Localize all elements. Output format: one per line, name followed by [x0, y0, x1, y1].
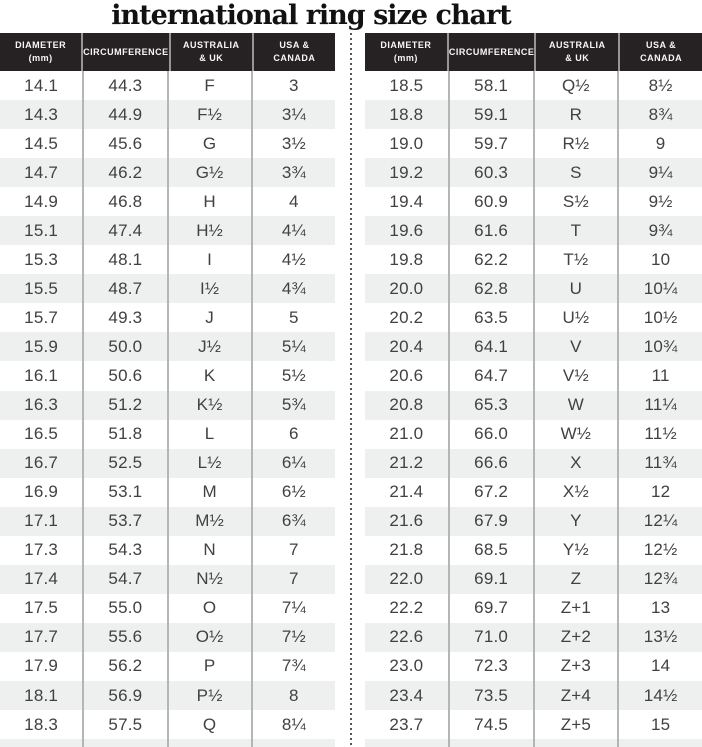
table-cell: 50.6 [82, 361, 166, 390]
table-cell: O½ [167, 623, 251, 652]
table-cell: Y½ [533, 536, 618, 565]
table-cell: Z+3 [533, 652, 618, 681]
table-cell: J [167, 303, 251, 332]
table-cell: 17.9 [24, 656, 59, 676]
table-cell: 4½ [251, 245, 335, 274]
table-cell: 59.7 [448, 129, 533, 158]
table-cell: 71.0 [448, 623, 533, 652]
table-row [0, 216, 335, 245]
table-cell: F½ [167, 100, 251, 129]
table-row [365, 710, 702, 739]
table-cell: 17.4 [24, 569, 59, 589]
table-cell [251, 739, 335, 747]
column-header-line: AUSTRALIA [183, 40, 240, 51]
table-cell: 3 [251, 71, 335, 100]
table-row [0, 536, 335, 565]
table-cell: 56.9 [82, 681, 166, 710]
table-cell: T½ [533, 245, 618, 274]
table-cell: 53.7 [82, 507, 166, 536]
table-cell: 23.0 [389, 656, 424, 676]
table-cell: 66.0 [448, 420, 533, 449]
table-row [0, 71, 335, 100]
table-row [365, 681, 702, 710]
table-cell: 15.7 [24, 307, 59, 327]
table-cell: 65.3 [448, 391, 533, 420]
column-header-line: USA & [279, 40, 310, 51]
table-row [365, 303, 702, 332]
ring-size-table-right [365, 33, 702, 747]
table-cell: 18.3 [24, 714, 59, 734]
table-cell [617, 739, 702, 747]
table-cell: 8¼ [251, 710, 335, 739]
table-cell: X½ [533, 478, 618, 507]
table-row [0, 187, 335, 216]
table-cell: 7 [251, 565, 335, 594]
table-cell: R½ [533, 129, 618, 158]
column-header [169, 33, 252, 71]
table-cell: N [167, 536, 251, 565]
table-cell: 22.0 [389, 569, 424, 589]
table-cell: 14½ [617, 681, 702, 710]
table-row [365, 507, 702, 536]
table-cell: Z+5 [533, 710, 618, 739]
table-cell: 64.7 [448, 361, 533, 390]
table-cell: X [533, 449, 618, 478]
table-row [0, 100, 335, 129]
table-cell: 21.2 [389, 453, 424, 473]
table-cell: 21.6 [389, 511, 424, 531]
table-row [365, 71, 702, 100]
table-body [365, 71, 702, 747]
table-cell: 5¼ [251, 332, 335, 361]
table-cell: 11¼ [617, 391, 702, 420]
table-cell: M½ [167, 507, 251, 536]
table-row [365, 623, 702, 652]
table-row [365, 449, 702, 478]
table-cell: 9¼ [617, 158, 702, 187]
partial-row [0, 739, 335, 747]
table-cell: 9¾ [617, 216, 702, 245]
table-cell: 6 [251, 420, 335, 449]
table-cell: K [167, 361, 251, 390]
table-row [365, 652, 702, 681]
column-header-line: & UK [199, 53, 224, 63]
table-row [0, 245, 335, 274]
table-cell: M [167, 478, 251, 507]
table-cell: 6¾ [251, 507, 335, 536]
table-cell: 21.8 [389, 540, 424, 560]
table-row [365, 245, 702, 274]
table-cell: 21.0 [389, 424, 424, 444]
table-cell: 19.4 [389, 191, 424, 211]
column-header-line: DIAMETER [380, 40, 432, 51]
table-cell: N½ [167, 565, 251, 594]
table-cell: V [533, 332, 618, 361]
table-cell: 14 [617, 652, 702, 681]
table-cell: 14.9 [24, 191, 59, 211]
table-cell: 12 [617, 478, 702, 507]
table-row [0, 129, 335, 158]
table-cell: Y [533, 507, 618, 536]
table-row [365, 420, 702, 449]
table-cell: 3¾ [251, 158, 335, 187]
table-row [0, 507, 335, 536]
table-row [365, 332, 702, 361]
table-row [365, 478, 702, 507]
table-cell: 19.0 [389, 133, 424, 153]
table-cell: 62.8 [448, 274, 533, 303]
column-header-line: CIRCUMFERENCE [83, 46, 169, 57]
table-cell [82, 739, 166, 747]
table-cell: 9 [617, 129, 702, 158]
table-row [365, 594, 702, 623]
column-header [618, 33, 702, 71]
column-header [447, 33, 535, 71]
table-cell: 20.0 [389, 278, 424, 298]
table-cell: 16.7 [24, 453, 59, 473]
table-cell: 10 [617, 245, 702, 274]
table-cell: 12½ [617, 536, 702, 565]
table-cell: 20.6 [389, 365, 424, 385]
table-cell: 5 [251, 303, 335, 332]
table-header-row [365, 33, 702, 71]
table-row [365, 274, 702, 303]
table-cell: 11 [617, 361, 702, 390]
table-cell: 67.2 [448, 478, 533, 507]
table-cell: 6½ [251, 478, 335, 507]
table-row [0, 594, 335, 623]
column-header-line: CANADA [640, 53, 683, 63]
table-cell: 72.3 [448, 652, 533, 681]
table-row [365, 129, 702, 158]
table-header-row [0, 33, 335, 71]
table-cell: 23.4 [389, 685, 424, 705]
table-cell: 54.3 [82, 536, 166, 565]
table-cell: 46.2 [82, 158, 166, 187]
table-row [0, 391, 335, 420]
table-row [365, 361, 702, 390]
table-cell: 23.7 [389, 714, 424, 734]
table-cell: 54.7 [82, 565, 166, 594]
table-cell: 63.5 [448, 303, 533, 332]
table-cell: 73.5 [448, 681, 533, 710]
table-row [0, 274, 335, 303]
table-cell: 51.8 [82, 420, 166, 449]
table-row [365, 391, 702, 420]
table-cell: 4 [251, 187, 335, 216]
table-cell: 7½ [251, 623, 335, 652]
table-row [0, 332, 335, 361]
table-cell: 60.3 [448, 158, 533, 187]
column-header-line: CANADA [273, 53, 316, 63]
table-cell: 14.3 [24, 104, 59, 124]
table-cell: 16.9 [24, 482, 59, 502]
column-header-line: (mm) [393, 53, 418, 63]
column-header [252, 33, 335, 71]
table-cell: 15.3 [24, 249, 59, 269]
table-row [365, 187, 702, 216]
table-cell [0, 739, 82, 747]
table-cell: 17.7 [24, 627, 59, 647]
table-cell: 44.9 [82, 100, 166, 129]
table-cell: P½ [167, 681, 251, 710]
table-cell: 16.3 [24, 395, 59, 415]
table-cell: 68.5 [448, 536, 533, 565]
table-cell: 15.9 [24, 336, 59, 356]
table-row [365, 216, 702, 245]
table-row [365, 100, 702, 129]
table-row [0, 420, 335, 449]
page-title: international ring size chart [111, 0, 511, 31]
table-cell: 4¾ [251, 274, 335, 303]
table-row [0, 623, 335, 652]
table-cell: W [533, 391, 618, 420]
dotted-divider [350, 33, 352, 747]
table-cell: 15 [617, 710, 702, 739]
table-cell: 8¾ [617, 100, 702, 129]
table-cell: 15.5 [24, 278, 59, 298]
column-header-line: DIAMETER [15, 40, 67, 51]
table-cell: 11½ [617, 420, 702, 449]
table-cell: 55.6 [82, 623, 166, 652]
table-cell: 3¼ [251, 100, 335, 129]
table-cell: O [167, 594, 251, 623]
table-cell: 10½ [617, 303, 702, 332]
column-header [0, 33, 81, 71]
table-cell [167, 739, 251, 747]
table-cell: Z+2 [533, 623, 618, 652]
table-cell: R [533, 100, 618, 129]
table-cell: 12¾ [617, 565, 702, 594]
table-row [0, 565, 335, 594]
table-cell: 19.8 [389, 249, 424, 269]
table-cell: 61.6 [448, 216, 533, 245]
table-cell: I½ [167, 274, 251, 303]
table-cell: 56.2 [82, 652, 166, 681]
table-cell: 66.6 [448, 449, 533, 478]
column-header-line: AUSTRALIA [549, 40, 606, 51]
table-cell: 17.3 [24, 540, 59, 560]
table-cell: 67.9 [448, 507, 533, 536]
table-cell: 51.2 [82, 391, 166, 420]
table-cell: 10¾ [617, 332, 702, 361]
table-cell: 59.1 [448, 100, 533, 129]
table-cell: 49.3 [82, 303, 166, 332]
table-cell: 8½ [617, 71, 702, 100]
table-cell: 20.2 [389, 307, 424, 327]
table-cell: 9½ [617, 187, 702, 216]
table-row [0, 478, 335, 507]
table-cell: 3½ [251, 129, 335, 158]
column-header-line: & UK [565, 53, 590, 63]
table-cell: 22.6 [389, 627, 424, 647]
table-cell: Z+4 [533, 681, 618, 710]
table-row [0, 710, 335, 739]
table-cell: 50.0 [82, 332, 166, 361]
table-cell: L [167, 420, 251, 449]
table-cell: Z [533, 565, 618, 594]
table-cell: 7 [251, 536, 335, 565]
table-cell: 10¼ [617, 274, 702, 303]
table-cell: Q [167, 710, 251, 739]
table-cell: 53.1 [82, 478, 166, 507]
table-row [0, 449, 335, 478]
column-header-line: CIRCUMFERENCE [448, 46, 535, 57]
table-cell: 8 [251, 681, 335, 710]
table-cell: 6¼ [251, 449, 335, 478]
table-cell: 45.6 [82, 129, 166, 158]
table-cell: U [533, 274, 618, 303]
table-cell: 5½ [251, 361, 335, 390]
table-cell: 7¾ [251, 652, 335, 681]
table-cell [533, 739, 618, 747]
ring-size-table-left [0, 33, 335, 747]
table-row [365, 536, 702, 565]
table-cell: 60.9 [448, 187, 533, 216]
table-cell: 15.1 [24, 220, 59, 240]
table-cell: 7¼ [251, 594, 335, 623]
table-cell: T [533, 216, 618, 245]
column-header-line: (mm) [28, 53, 53, 63]
table-cell: 5¾ [251, 391, 335, 420]
table-cell: 69.1 [448, 565, 533, 594]
table-cell: Z+1 [533, 594, 618, 623]
table-cell: 47.4 [82, 216, 166, 245]
table-cell: 44.3 [82, 71, 166, 100]
table-cell: K½ [167, 391, 251, 420]
table-row [0, 303, 335, 332]
table-cell: 12¼ [617, 507, 702, 536]
table-cell: 16.5 [24, 424, 59, 444]
table-cell: F [167, 71, 251, 100]
table-cell: 13 [617, 594, 702, 623]
column-header [365, 33, 447, 71]
table-cell: 11¾ [617, 449, 702, 478]
table-cell: 20.8 [389, 395, 424, 415]
table-cell: L½ [167, 449, 251, 478]
table-cell: I [167, 245, 251, 274]
table-row [0, 681, 335, 710]
table-row [0, 361, 335, 390]
table-cell: 4¼ [251, 216, 335, 245]
table-cell: 14.5 [24, 133, 59, 153]
table-cell: S½ [533, 187, 618, 216]
table-cell: 20.4 [389, 336, 424, 356]
table-cell: 22.2 [389, 598, 424, 618]
table-cell: 62.2 [448, 245, 533, 274]
table-cell: 18.1 [24, 685, 59, 705]
table-cell: 18.5 [389, 75, 424, 95]
table-row [365, 565, 702, 594]
table-cell: 48.1 [82, 245, 166, 274]
table-cell: 52.5 [82, 449, 166, 478]
table-cell: 57.5 [82, 710, 166, 739]
table-cell: 19.2 [389, 162, 424, 182]
column-header [534, 33, 618, 71]
table-cell: 58.1 [448, 71, 533, 100]
partial-row [365, 739, 702, 747]
table-cell: S [533, 158, 618, 187]
table-cell: 74.5 [448, 710, 533, 739]
table-cell: G½ [167, 158, 251, 187]
table-cell: 16.1 [24, 365, 59, 385]
column-header-line: USA & [646, 40, 677, 51]
table-cell: 19.6 [389, 220, 424, 240]
table-row [0, 652, 335, 681]
column-header [81, 33, 169, 71]
table-cell: 18.8 [389, 104, 424, 124]
table-cell: H½ [167, 216, 251, 245]
table-cell: 14.1 [24, 75, 59, 95]
table-cell: 21.4 [389, 482, 424, 502]
table-cell: W½ [533, 420, 618, 449]
table-cell: 69.7 [448, 594, 533, 623]
table-cell: U½ [533, 303, 618, 332]
table-cell: 55.0 [82, 594, 166, 623]
table-row [365, 158, 702, 187]
table-cell [448, 739, 533, 747]
table-cell [365, 739, 448, 747]
table-cell: 17.1 [24, 511, 59, 531]
table-cell: 13½ [617, 623, 702, 652]
table-cell: 64.1 [448, 332, 533, 361]
table-cell: G [167, 129, 251, 158]
table-cell: J½ [167, 332, 251, 361]
table-cell: H [167, 187, 251, 216]
table-cell: P [167, 652, 251, 681]
table-cell: 46.8 [82, 187, 166, 216]
table-cell: 48.7 [82, 274, 166, 303]
table-cell: Q½ [533, 71, 618, 100]
table-cell: V½ [533, 361, 618, 390]
table-cell: 14.7 [24, 162, 59, 182]
table-cell: 17.5 [24, 598, 59, 618]
tables-container [0, 33, 702, 747]
table-body [0, 71, 335, 747]
table-row [0, 158, 335, 187]
